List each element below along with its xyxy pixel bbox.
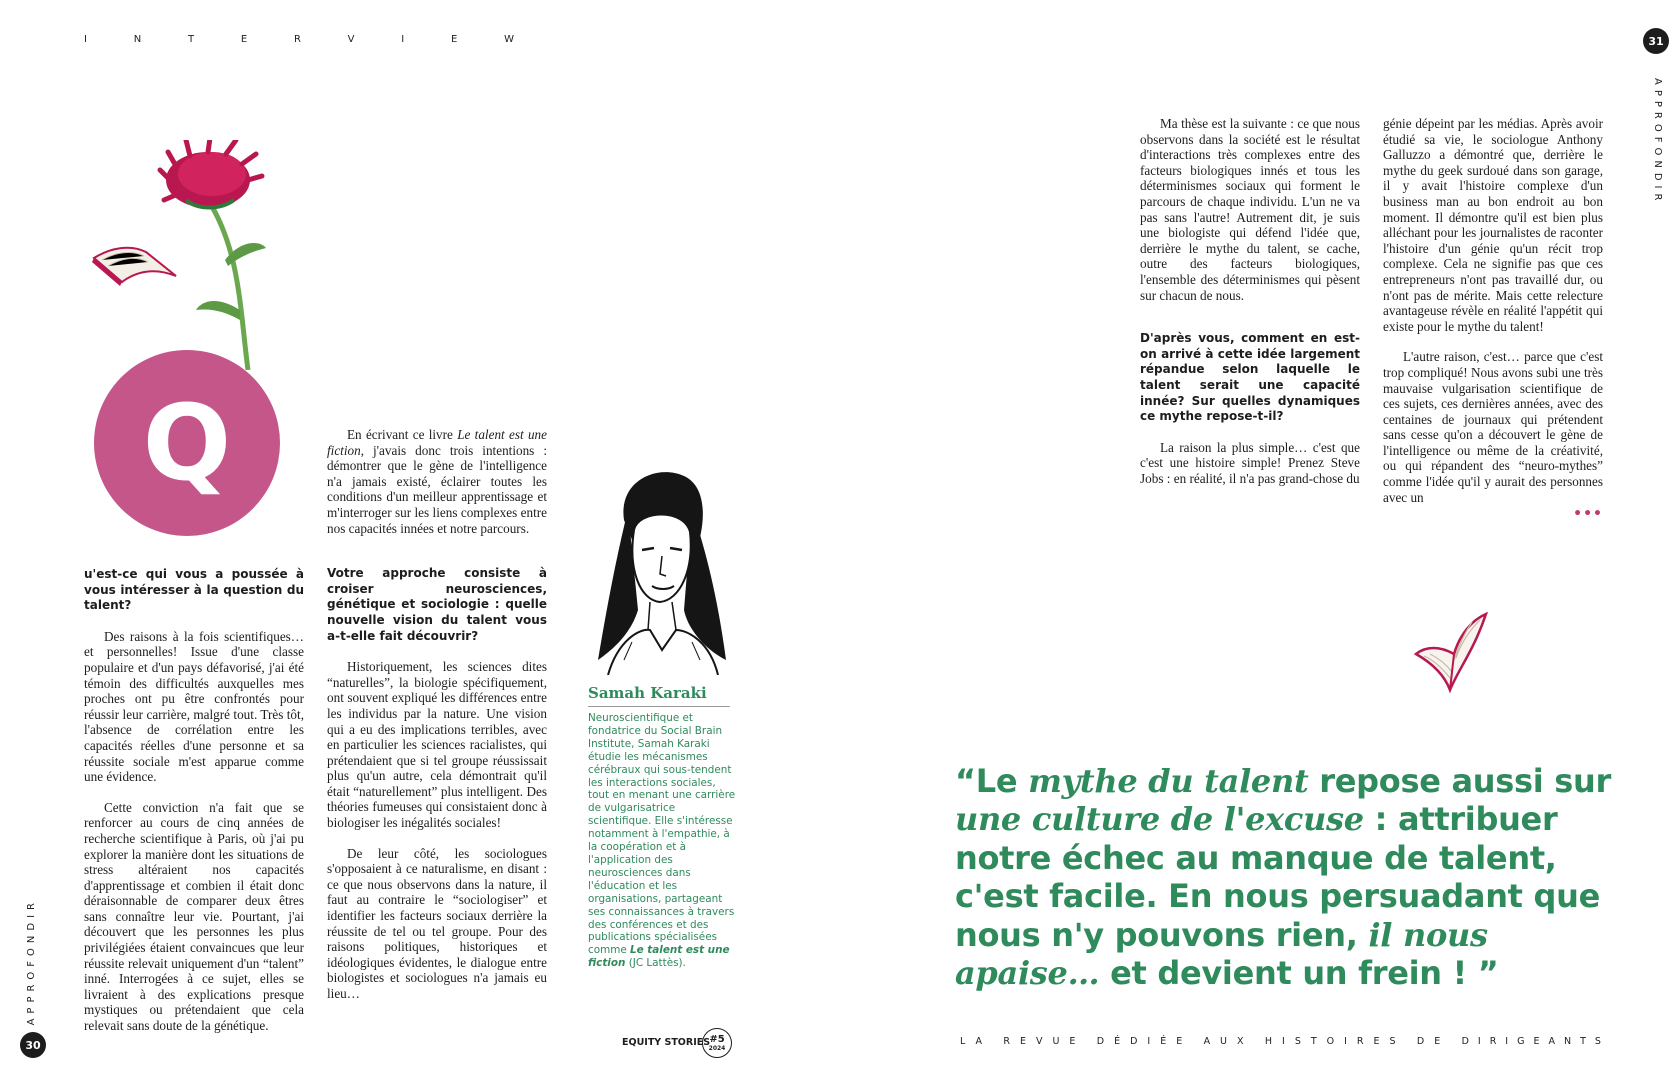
- bio-body: (JC Lattès).: [625, 957, 686, 970]
- page-number-left: 30: [20, 1032, 46, 1058]
- quote-text: et devient un frein !: [1099, 954, 1478, 993]
- flower-illustration: [90, 140, 290, 370]
- quote-text: repose aussi sur: [1308, 762, 1611, 800]
- continue-marker: •••: [1573, 506, 1603, 523]
- tagline-word: DÉDIÉE: [1096, 1036, 1193, 1047]
- tagline-word: AUX: [1203, 1036, 1254, 1047]
- interview-question: Votre approche consiste à croiser neurosciences, génétique et sociologie : quelle nouvelle vision du talent vous a-t-elle fait découvrir?: [327, 566, 547, 643]
- interview-question: D'après vous, comment en est-on arrivé à cette idée largement répandue selon laquelle le talent serait une capacité innée? Sur quelles dynamiques ce mythe repose-t-il?: [1140, 331, 1360, 424]
- issue-year: 2024: [708, 1044, 726, 1052]
- side-label-right: APPROFONDIR: [1652, 78, 1663, 206]
- column-1: [84, 567, 304, 1049]
- quote-emphasis: mythe du talent: [1028, 762, 1309, 800]
- tagline-word: REVUE: [1003, 1036, 1086, 1047]
- column-4: [1383, 116, 1603, 523]
- interview-question: u'est-ce qui vous a poussée à vous intéresser à la question du talent?: [84, 567, 304, 613]
- paragraph: génie dépeint par les médias. Après avoir étudié sa vie, le sociologue Anthony Galluzzo a démontré que, derrière le mythe du geek surdoué dans son garage, il y avait l'histoire complexe d'un business man au bon endroit au bon moment. Il démontre qu'il est bien plus alléchant pour les journalistes de raconter l'histoire d'un génie qu'un récit trop complexe. Cela ne signifie pas que ces entrepreneurs n'ont pas travaillé dur, ou n'ont pas de mérite. Mais cette relecture avantageuse révèle en réalité l'appétit qui existe pour le mythe du talent!: [1383, 116, 1603, 334]
- header-letter: E: [240, 34, 248, 45]
- header-letter: T: [187, 34, 195, 45]
- tagline-word: HISTOIRES: [1264, 1036, 1406, 1047]
- flying-book-illustration: [1410, 610, 1500, 700]
- header-letter: I: [401, 34, 405, 45]
- footer-tagline: [960, 1036, 1610, 1047]
- side-label-left: APPROFONDIR: [26, 898, 37, 1026]
- section-header: [84, 34, 514, 45]
- column-3: [1140, 116, 1360, 501]
- quote-open-mark: “: [955, 762, 976, 800]
- tagline-word: DE: [1416, 1036, 1451, 1047]
- bio-book-title: Le talent est une fiction: [588, 944, 730, 970]
- bio-name: Samah Karaki: [588, 684, 707, 702]
- paragraph: Historiquement, les sciences dites “naturelles”, la biologie spécifiquement, ont souvent expliqué les différences entre les individus par la nature. Une vision qui a eu des implications terribles, avec en particulier les sciences racialistes, qui prétendaient que si tel groupe réussissait plus qu'un autre, cela démontrait qu'il était “naturellement” plus intelligent. Des théories fumeuses qui consistaient donc à biologiser les inégalités sociales!: [327, 659, 547, 831]
- quote-text: : attribuer notre échec au manque de talent, c'est facile. En nous persuadant que nous n'y pouvons rien,: [955, 800, 1601, 954]
- paragraph: La raison la plus simple… c'est que c'est une histoire simple! Prenez Steve Jobs : en réalité, il n'a pas grand-chose du: [1140, 439, 1360, 486]
- quote-emphasis: une culture de l'excuse: [955, 800, 1364, 839]
- bio-text: [588, 712, 736, 970]
- header-letter: E: [450, 34, 458, 45]
- issue-number: #5: [709, 1033, 725, 1045]
- paragraph: Ma thèse est la suivante : ce que nous observons dans la société est le résultat d'interactions très complexes entre des facteurs biologiques innés et tous les déterminismes sociaux qui forment le parcours de chaque individu. L'un ne va pas sans l'autre! Autrement dit, je suis une biologiste qui défend l'idée que, derrière le mythe du talent, se cache, outre des facteurs biologiques, l'ensemble des déterminismes qui pèsent sur chacun de nous.: [1140, 116, 1360, 303]
- magazine-brand: EQUITY STORIES: [622, 1037, 711, 1048]
- quote-text: Le: [975, 762, 1029, 800]
- drop-cap-circle: [94, 350, 280, 536]
- tagline-word: DIRIGEANTS: [1461, 1036, 1610, 1047]
- issue-badge: [702, 1028, 732, 1058]
- quote-emphasis: il nous apaise…: [955, 915, 1488, 993]
- portrait-illustration: [588, 470, 730, 675]
- header-letter: N: [133, 34, 142, 45]
- header-letter: W: [504, 34, 514, 45]
- paragraph: Cette conviction n'a fait que se renforcer au cours de cinq années de recherche scientifique à Paris, où j'ai pu explorer la manière dont les situations de stress altéraient nos capacités d'apprentissage et combien il était donc déraisonnable de comparer deux êtres sans connaître leur vie. Pourtant, j'ai découvert que les personnes les plus privilégiées étaient convaincues que leur réussite relevait uniquement d'un “talent” inné. Interrogées à ce sujet, elles se livraient à des explications presque mystiques ou prétendaient que cela relevait sans doute de la génétique.: [84, 799, 304, 1034]
- pull-quote: [955, 762, 1635, 992]
- header-letter: R: [293, 34, 301, 45]
- tagline-word: LA: [960, 1036, 993, 1047]
- quote-close-mark: ”: [1477, 954, 1499, 993]
- paragraph: L'autre raison, c'est… parce que c'est trop compliqué! Nous avons subi une très mauvaise vulgarisation scientifique de ces sujets, ces dernières années, avec des centaines de journaux qui prétendent sans cesse qu'on a découvert le gène de l'intelligence ou même de la créativité, ou qui répandent des “neuro-mythes” comme l'idée qu'il y aurait des personnes avec un: [1383, 349, 1603, 505]
- paragraph: De leur côté, les sociologues s'opposaient à ce naturalisme, en disant : ce que nous observons dans la nature, il faut au contraire le “sociologiser” et identifier les facteurs sociaux derrière la réussite de tel ou tel groupe. Pour des raisons politiques, historiques et idéologiques évidentes, le dialogue entre biologistes et sociologues n'a jamais eu lieu…: [327, 845, 547, 1001]
- page-number-right: 31: [1643, 28, 1669, 54]
- bio-body: Neuroscientifique et fondatrice du Social Brain Institute, Samah Karaki étudie les mécanismes cérébraux qui sous-tendent les interactions sociales, tout en menant une carrière de vulgarisatrice scientifique. Elle s'intéresse notamment à l'empathie, à la coopération et à l'application des neurosciences dans l'éducation et les organisations, partageant ses connaissances à travers des conférences et des publications spécialisées comme: [588, 712, 736, 957]
- book-title: Le talent est une fiction: [327, 427, 547, 458]
- header-letter: V: [347, 34, 355, 45]
- header-letter: I: [84, 34, 87, 45]
- column-2: [327, 427, 547, 1017]
- intro-text: En écrivant ce livre: [347, 427, 458, 442]
- open-book-illustration: [92, 248, 176, 286]
- intro-text: , j'avais donc trois intentions : démontrer que le gène de l'intelligence n'a jamais existé, éclairer toutes les conditions d'un meilleur apprentissage et m'interroger sur les liens complexes entre nos capacités innées et notre parcours.: [327, 442, 547, 536]
- intro-paragraph: [327, 427, 547, 536]
- bio-divider: [588, 706, 730, 707]
- flower-head: [160, 140, 262, 208]
- paragraph: Des raisons à la fois scientifiques… et personnelles! Issue d'une classe populaire et d'un pays défavorisé, j'ai été témoin des difficultés auxquelles mes proches ont pu être confrontés pour réussir leur carrière, malgré tout. Très tôt, l'absence de corrélation entre les capacités réelles d'une personne et sa réussite sociale m'est apparue comme une évidence.: [84, 628, 304, 785]
- drop-cap-letter: Q: [142, 382, 232, 504]
